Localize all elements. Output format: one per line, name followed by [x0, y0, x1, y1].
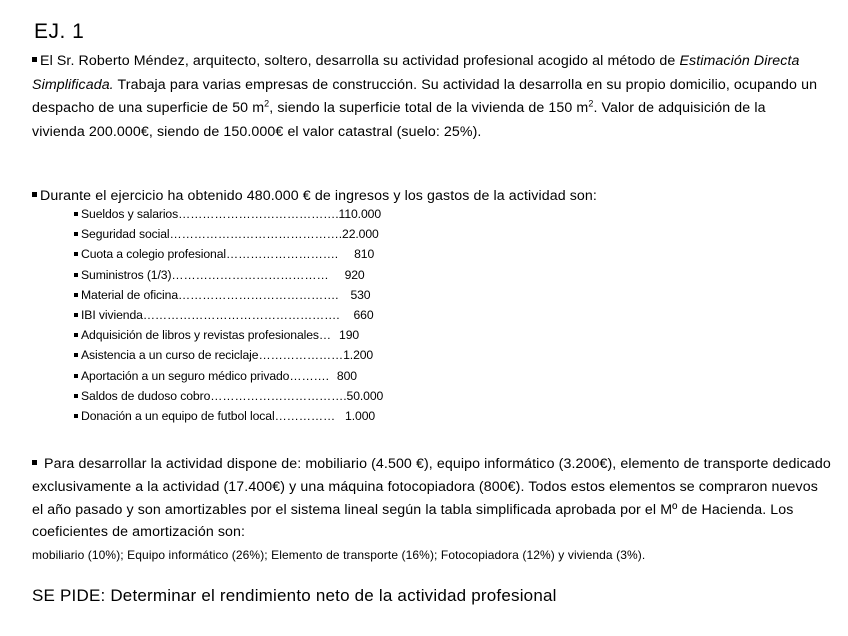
income-text: Durante el ejercicio ha obtenido 480.000 € de ingresos y los gastos de la actividad son:: [40, 188, 597, 204]
expense-dots: ……………: [274, 408, 336, 423]
bullet-icon: [32, 460, 37, 465]
bullet-icon: [74, 333, 78, 337]
expense-label: IBI vivienda: [81, 307, 143, 322]
expense-dots: ………………………………….: [178, 207, 339, 221]
list-item: [74, 389, 454, 409]
intro-method: Estimación Directa Simplificada.: [32, 53, 800, 93]
list-item: [74, 409, 454, 429]
expense-amount: 110.000: [338, 207, 381, 221]
assets-text: Para desarrollar la actividad dispone de: mobiliario (4.500 €), equipo informático (3.200€), elemento de transporte dedicado exclusivamente a la actividad (17.400€) y una máquina fotocopiadora (800€). Todos estos elementos se compraron nuevos el año pasado y son amortizables por el sistema lineal según la tabla simplificada aprobada por el Mº de Hacienda. Los coeficientes de amortización son:: [32, 456, 831, 541]
expense-label: Suministros (1/3): [81, 267, 172, 282]
expense-amount: 50.000: [346, 388, 384, 403]
expense-label: Donación a un equipo de futbol local: [81, 408, 275, 423]
expense-label: Adquisición de libros y revistas profesionales: [81, 328, 319, 343]
list-item: [74, 348, 454, 368]
expense-amount: 530: [350, 287, 371, 302]
expense-amount: 920: [344, 267, 365, 282]
expense-dots: ……………………….: [226, 247, 339, 262]
list-item: [74, 247, 454, 267]
list-item: [74, 369, 454, 389]
expense-dots: ………………………………….: [178, 287, 339, 302]
bullet-icon: [74, 353, 78, 357]
expense-amount: 22.000: [342, 227, 379, 242]
bullet-icon: [32, 192, 37, 197]
expense-dots: …………………………………….: [169, 227, 343, 242]
expense-amount: 1.000: [345, 408, 376, 423]
expense-dots: ……….: [289, 368, 329, 383]
list-item: [74, 328, 454, 348]
expense-amount: 190: [339, 328, 360, 343]
list-item: [74, 268, 454, 288]
expense-label: Aportación a un seguro médico privado: [81, 368, 290, 383]
expense-dots: …………………………….: [210, 388, 347, 403]
bullet-icon: [74, 273, 78, 277]
expense-label: Saldos de dudoso cobro: [81, 388, 211, 403]
expense-amount: 810: [354, 247, 375, 262]
intro-paragraph: [32, 50, 822, 144]
assets-paragraph: [32, 453, 832, 567]
list-item: [74, 308, 454, 328]
list-item: [74, 207, 454, 227]
expense-label: Material de oficina: [81, 287, 179, 302]
bullet-icon: [74, 212, 78, 216]
expense-dots: …: [318, 328, 332, 343]
bullet-icon: [74, 293, 78, 297]
expense-amount: 1.200: [343, 348, 374, 363]
amortization-coefficients: mobiliario (10%); Equipo informático (26%); Elemento de transporte (16%); Fotocopiadora (12%) y vivienda (3%).: [32, 548, 646, 563]
bullet-icon: [74, 252, 78, 256]
expense-list: [74, 207, 454, 429]
bullet-icon: [74, 374, 78, 378]
list-item: [74, 227, 454, 247]
page-title: EJ. 1: [34, 20, 85, 43]
task-statement: SE PIDE: Determinar el rendimiento neto de la actividad profesional: [32, 586, 557, 605]
income-paragraph: [32, 185, 822, 209]
intro-text-3: Trabaja para varias empresas de construcción. Su actividad la desarrolla en su propio domicilio, ocupando un despacho de una superficie de 50 m: [32, 76, 818, 117]
intro-text-4: , siendo la superficie total de la vivienda de 150 m: [269, 100, 589, 117]
expense-dots: …………………………………: [171, 267, 329, 282]
expense-amount: 660: [353, 307, 374, 322]
bullet-icon: [32, 57, 37, 62]
expense-amount: 800: [336, 368, 357, 383]
expense-label: Asistencia a un curso de reciclaje: [81, 348, 259, 363]
expense-dots: …………………: [258, 348, 344, 363]
bullet-icon: [74, 313, 78, 317]
bullet-icon: [74, 232, 78, 236]
intro-text-5: . Valor de adquisición de la vivienda 200.000€, siendo de 150.000€ el valor catastral (suelo: 25%).: [32, 100, 766, 140]
expense-label: Sueldos y salarios: [81, 207, 179, 221]
intro-superscript-2: 2: [588, 98, 594, 109]
bullet-icon: [74, 414, 78, 418]
intro-superscript-1: 2: [264, 98, 270, 109]
expense-label: Seguridad social: [81, 227, 170, 242]
expense-dots: ………………………………………….: [142, 307, 340, 322]
intro-text-1: El Sr. Roberto Méndez, arquitecto, soltero, desarrolla su actividad profesional acogido al método de: [40, 53, 680, 69]
list-item: [74, 288, 454, 308]
expense-label: Cuota a colegio profesional: [81, 247, 227, 262]
bullet-icon: [74, 394, 78, 398]
